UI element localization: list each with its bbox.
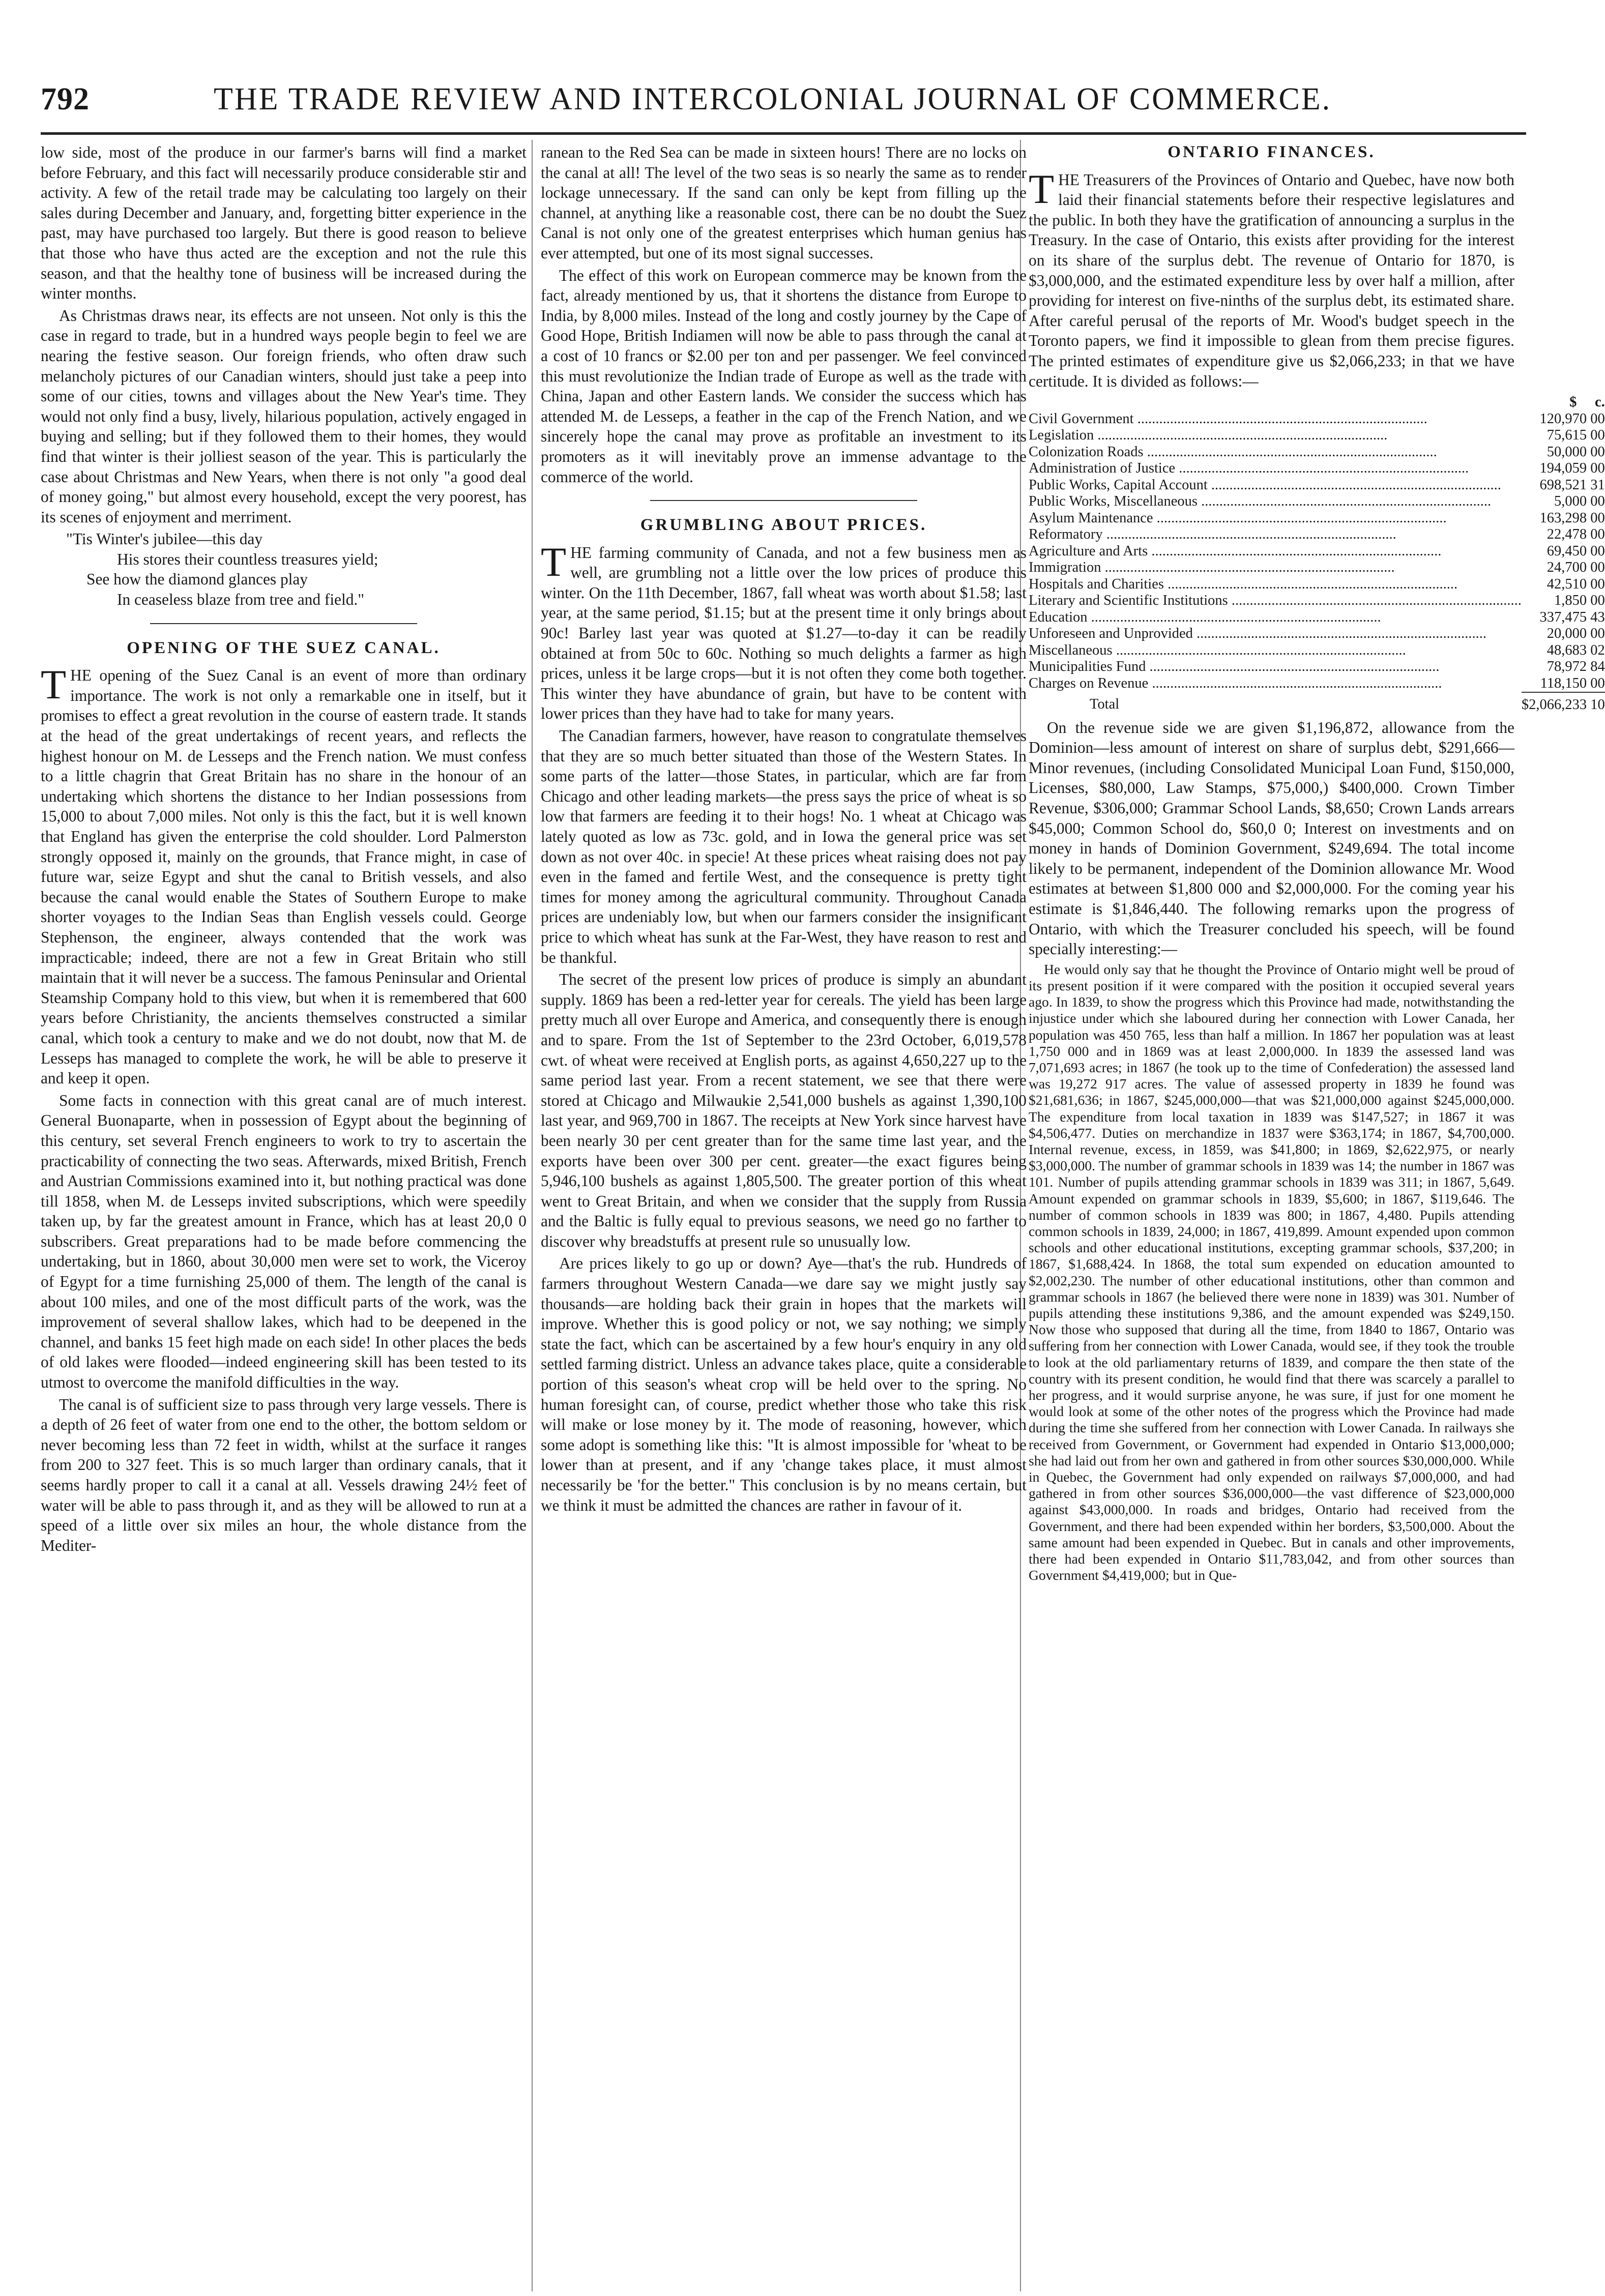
article-paragraph: As Christmas draws near, its effects are not unseen. Not only is this the case in regard to trade, but in a hundred ways people begin to feel we are nearing the festive season. Our foreign friends, who often draw such melancholy pictures of our Canadian winters, should just take a peep into some of our cities, towns and villages about the New Year's time. They would not only find a busy, lively, hilarious population, actively engaged in buying and selling; but if they followed them to their homes, they would find that winter is their jolliest season of the year. This is particularly the case about Christmas and New Years, when there is not only "a good deal of money going," but almost every household, except the very poorest, has its scenes of enjoyment and merriment.: [41, 306, 527, 526]
table-row: [1029, 642, 1605, 659]
table-row: [1029, 675, 1605, 693]
expenditure-amount: 20,000 00: [1546, 626, 1605, 642]
expenditure-item: Public Works, Capital Account ................................................................................: [1029, 477, 1501, 493]
article-heading-ontario: ONTARIO FINANCES.: [1168, 143, 1376, 161]
table-row: [1029, 659, 1605, 675]
article-paragraph: Some facts in connection with this great canal are of much interest. General Buonaparte, when in possession of Egypt about the beginning of this century, set several French engineers to work to try to ascertain the practicability of connecting the two seas. Afterwards, mixed British, French and Austrian Commissions examined into it, but nothing practical was done till 1858, when M. de Lesseps invited subscriptions, which were speedily taken up, by far the greatest amount in France, which has at least 20,0 0 subscribers. Great preparations had to be made before commencing the undertaking, but in 1860, about 30,000 men were set to work, the Viceroy of Egypt for a time furnishing 25,000 of them. The length of the canal is about 100 miles, and one of the most difficult parts of the work, was the improvement of several shallow lakes, which had to be deepened in the channel, and banks 15 feet high made on each side! In other places the beds of old lakes were flooded—indeed engineering skill has been tested to its utmost to overcome the manifold difficulties in the way.: [41, 1091, 527, 1392]
expenditure-amount: 5,000 00: [1554, 493, 1605, 510]
article-heading-grumbling: GRUMBLING ABOUT PRICES.: [640, 516, 927, 535]
section-rule: [650, 500, 917, 501]
expenditure-item: Administration of Justice ................................................................................: [1029, 460, 1469, 477]
article-paragraph: The secret of the present low prices of produce is simply an abundant supply. 1869 has been a red-letter year for cereals. The yield has been large pretty much all over Europe and America, and consequently there is enough and to spare. From the 1st of September to the 23rd October, 6,019,578 cwt. of wheat were received at English ports, as against 4,650,227 up to the same period last year. From a recent statement, we see that there were stored at Chicago and Milwaukie 2,541,000 bushels as against 1,390,100 last year, and 969,700 in 1867. The receipts at New York since harvest have been nearly 30 per cent greater than for the same time last year, and the exports have been over 300 per cent. greater—the exact figures being 5,946,100 bushels as against 1,805,500. The greater portion of this wheat went to Great Britain, and when we consider that the supply from Russia and the Baltic is fully equal to previous seasons, we need go no farther to discover why breadstuffs at present rule so unusually low.: [541, 970, 1027, 1250]
expenditure-item: Municipalities Fund ................................................................................: [1029, 659, 1440, 675]
column-1: [41, 142, 527, 1557]
table-row: [1029, 444, 1605, 461]
expenditure-amount: 1,850 00: [1554, 593, 1605, 609]
expenditure-amount: 120,970 00: [1539, 410, 1605, 427]
expenditure-amount: 48,683 02: [1546, 642, 1605, 658]
poem-line: "Tis Winter's jubilee—this day: [66, 530, 263, 548]
total-label: Total: [1090, 696, 1120, 713]
expenditure-item: Agriculture and Arts ................................................................................: [1029, 543, 1442, 559]
table-row: [1029, 510, 1605, 527]
expenditure-amount: 698,521 31: [1539, 477, 1605, 493]
units-dollars: $: [1569, 394, 1577, 410]
expenditure-amount: 75,615 00: [1546, 427, 1605, 444]
expenditure-item: Unforeseen and Unprovided ................................................................................: [1029, 626, 1487, 642]
expenditure-item: Public Works, Miscellaneous ................................................................................: [1029, 493, 1492, 510]
expenditure-item: Education ................................................................................: [1029, 609, 1381, 625]
article-text: HE Treasurers of the Provinces of Ontario and Quebec, have now both laid their financial statements before their respective legislatures and the public. In both they have the gratification of announcing a surplus in the Treasury. In the case of Ontario, this exists after providing for the interest on its share of the surplus debt. The revenue of Ontario for 1870, is $3,000,000, and the estimated expenditure less by over half a million, after providing for interest on five-ninths of the surplus debt, its estimated share. After careful perusal of the reports of Mr. Wood's budget speech in the Toronto papers, we find it impossible to glean from them precise figures. The printed estimates of expenditure give us $2,066,233; in that we have certitude. It is divided as follows:—: [1029, 170, 1514, 390]
drop-cap: T: [1029, 165, 1055, 212]
poem-line: See how the diamond glances play: [86, 570, 308, 588]
expenditure-amount: 163,298 00: [1539, 510, 1605, 526]
poem-line: His stores their countless treasures yield;: [117, 550, 378, 568]
units-cents: c.: [1595, 394, 1605, 410]
expenditure-item: Hospitals and Charities ................................................................................: [1029, 576, 1458, 592]
table-row: [1029, 526, 1605, 543]
article-text: HE farming community of Canada, and not a few business men as well, are grumbling not a little over the low prices of produce this winter. On the 11th December, 1867, fall wheat was worth about $1.58; last year, at the same period, $1.15; but at the present time it only brings about 90c! Barley last year was quoted at $1.27—to-day it can be readily obtained at from 50c to 60c. Nothing so much delights a farmer as high prices, unless it be large crops—but it is not often they come both together. This winter they have abundance of grain, but have to be content with lower prices than they have had to take for many years.: [541, 543, 1027, 723]
speech-quote: [1029, 961, 1514, 1584]
column-2: [541, 142, 1027, 1517]
table-total-row: [1029, 692, 1605, 714]
article-paragraph: The canal is of sufficient size to pass through very large vessels. There is a depth of 26 feet of water from one end to the other, the bottom seldom or never becoming less than 72 feet in width, whilst at the surface it ranges from 200 to 327 feet. This is so much larger than ordinary canals, that it seems hardly proper to call it a canal at all. Vessels drawing 24½ feet of water will be able to pass through it, and as they will be allowed to run at a speed of a little over six miles an hour, the whole distance from the Mediter-: [41, 1395, 527, 1554]
expenditure-amount: 118,150 00: [1540, 675, 1605, 691]
expenditure-amount: 24,700 00: [1546, 560, 1605, 576]
expenditure-amount: 337,475 43: [1539, 609, 1605, 625]
poem-quote: [41, 529, 527, 609]
column-separator: [532, 140, 533, 2291]
drop-cap: T: [41, 661, 67, 708]
expenditure-item: Reformatory ................................................................................: [1029, 526, 1396, 543]
expenditure-item: Asylum Maintenance ................................................................................: [1029, 510, 1447, 526]
section-rule: [150, 623, 417, 624]
table-units-row: [1029, 394, 1605, 411]
article-heading-suez: OPENING OF THE SUEZ CANAL.: [127, 638, 441, 657]
total-amount: $2,066,233 10: [1522, 692, 1605, 714]
expenditure-amount: 194,059 00: [1539, 460, 1605, 477]
column-3: [1029, 142, 1605, 1583]
article-paragraph: ranean to the Red Sea can be made in sixteen hours! There are no locks on the canal at all! The level of the two seas is so nearly the same as to render lockage unnecessary. If the sand can only be kept from filling up the channel, at anything like a reasonable cost, there can be no doubt the Suez Canal is not only one of the greatest enterprises which human genius has ever attempted, but one of its most signal successes.: [541, 143, 1027, 262]
table-row: [1029, 576, 1605, 593]
table-row: [1029, 626, 1605, 642]
article-paragraph: low side, most of the produce in our farmer's barns will find a market before February, and this fact will necessarily produce considerable stir and activity. A few of the retail trade may be calculating too largely on their sales during December and January, and, forgetting bitter experience in the past, may have purchased too largely. But there is good reason to believe that those who have thus acted are the exception and not the rule this season, and that the healthy tone of business will be increased during the winter months.: [41, 143, 527, 303]
expenditure-item: Immigration ................................................................................: [1029, 560, 1395, 576]
article-paragraph: Are prices likely to go up or down? Aye—that's the rub. Hundreds of farmers throughout Western Canada—we dare say we might justly say thousands—are holding back their grain in hopes that the markets will improve. Whether this is good policy or not, we say nothing; we simply state the fact, which can be ascertained by a few hour's enquiry in any old settled farming district. Unless an advance takes place, quite a considerable portion of this season's wheat crop will be held over to the spring. No human foresight can, of course, predict whether those who take this risk will make or lose money by it. The mode of reasoning, however, which some adopt is something like this: "It is almost impossible for 'wheat to be lower than at present, and if any 'change takes place, it must almost necessarily be 'for the better." This conclusion is by no means certain, but we think it must be admitted the chances are rather in favour of it.: [541, 1254, 1027, 1514]
article-paragraph: [41, 661, 527, 1088]
expenditure-item: Charges on Revenue ................................................................................: [1029, 675, 1442, 691]
table-row: [1029, 543, 1605, 560]
expenditure-amount: 22,478 00: [1546, 526, 1605, 543]
quote-paragraph: He would only say that he thought the Province of Ontario might well be proud of its present position if it were compared with the position it occupied several years ago. In 1839, to show the progress which this Province had made, notwithstanding the injustice under which she laboured during her connection with Lower Canada, her population was 450 765, less than half a million. In 1867 her population was at least 1,750 000 and in 1869 was at least 2,000,000. In 1839 the assessed land was 7,071,693 acres; in 1867 (he took up to the time of Confederation) the assessed land was 19,272 917 acres. The value of assessed property in 1839 he found was $21,681,636; in 1867, $245,000,000—that was $21,000,000 against $245,000,000. The expenditure from local taxation in 1839 was $147,527; in 1867 it was $4,506,477. Duties on merchandize in 1837 were $363,174; in 1867, $4,700,000. Internal revenue, excess, in 1859, was $41,800; in 1869, $2,622,975, or nearly $3,000,000. The number of grammar schools in 1839 was 14; the number in 1867 was 101. Number of pupils attending grammar schools in 1839 was 311; in 1867, 5,649. Amount expended on grammar schools in 1839, $5,600; in 1867, $119,646. The number of common schools in 1839 was 800; in 1867, 4,480. Pupils attending common schools in 1839, 24,000; in 1867, 419,899. Amount expended upon common schools and other educational institutions, excepting grammar schools, $37,200; in 1867, $1,688,424. In 1868, the total sum expended on education amounted to $2,002,230. The number of other educational institutions, other than common and grammar schools in 1867 (he believed there were none in 1839) was 301. Number of pupils attending these institutions 9,386, and the amount expended was $249,150. Now those who supposed that during all the time, from 1840 to 1867, Ontario was suffering from her connection with Lower Canada, would see, if they took the trouble to look at the old parliamentary returns of 1839, and compare the then state of the country with its present condition, he would find that there was scarcely a parallel to her progress, and it would surprise anyone, he was sure, if just for one moment he would look at some of the other notes of the progress which the Province had made during the time she suffered from her connection with Lower Canada. In railways she received from Government, or Government had expended in Ontario $13,000,000; she had laid out from her own and gathered in from other sources $30,000,000. While in Quebec, the Government had only expended on railways $7,000,000, and had gathered in from other sources $36,000,000—the vast difference of $23,000,000 against $43,000,000. In roads and bridges, Ontario had received from the Government, and there had been expended within her borders, $3,500,000. About the same amount had been expended in Quebec. But in canals and other improvements, there had been expended in Ontario $11,783,042, and from other sources than Government $4,419,000; but in Que-: [1029, 961, 1514, 1583]
poem-line: In ceaseless blaze from tree and field.": [117, 591, 365, 609]
expenditure-amount: 50,000 00: [1546, 444, 1605, 460]
expenditure-amount: 78,972 84: [1546, 659, 1605, 675]
table-row: [1029, 411, 1605, 428]
table-row: [1029, 609, 1605, 626]
expenditure-item: Miscellaneous ................................................................................: [1029, 642, 1406, 658]
article-paragraph: The Canadian farmers, however, have reason to congratulate themselves that they are so much better situated than those of the Western States. In some parts of the latter—those States, in particular, which are far from Chicago and other leading markets—the press says the price of wheat is so low that farmers are feeding it to their hogs! No. 1 wheat at Chicago was lately quoted as low as 73c. gold, and in Iowa the general price was set down as not over 40c. in specie! At these prices wheat raising does not pay even in the famed and fertile West, and the consequence is pretty tight times for money among the agricultural community. Throughout Canada prices are undeniably low, but when our farmers consider the insignificant price to which wheat has sunk at the Far-West, they have reason to rest and be thankful.: [541, 727, 1027, 966]
page-header: [41, 76, 1526, 132]
table-row: [1029, 593, 1605, 609]
table-row: [1029, 460, 1605, 477]
article-paragraph: [541, 538, 1027, 724]
table-row: [1029, 493, 1605, 510]
expenditure-item: Civil Government ................................................................................: [1029, 410, 1427, 427]
expenditure-item: Colonization Roads ................................................................................: [1029, 444, 1437, 460]
article-paragraph: On the revenue side we are given $1,196,872, allowance from the Dominion—less amount of interest on share of surplus debt, $291,666—Minor revenues, (including Consolidated Municipal Loan Fund, $150,000, Licenses, $80,000, Law Stamps, $75,000,) $400,000. Crown Timber Revenue, $306,000; Grammar School Lands, $8,650; Crown Lands arrears $45,000; Common School do, $60,0 0; Interest on investments and on money in hands of Dominion Government, $249,694. The total income likely to be permanent, independent of the Dominion allowance Mr. Wood estimates at between $1,800 000 and $2,000,000. For the coming year his estimate is $1,846,440. The following remarks upon the progress of Ontario, with which the Treasurer concluded his speech, will be found specially interesting:—: [1029, 718, 1514, 958]
page-number: 792: [41, 82, 90, 116]
table-row: [1029, 477, 1605, 494]
expenditure-amount: 69,450 00: [1546, 543, 1605, 559]
table-row: [1029, 427, 1605, 444]
expenditure-table: [1029, 394, 1605, 714]
expenditure-amount: 42,510 00: [1546, 576, 1605, 592]
journal-title: THE TRADE REVIEW AND INTERCOLONIAL JOURNAL OF COMMERCE.: [214, 82, 1332, 116]
expenditure-item: Legislation ................................................................................: [1029, 427, 1388, 444]
article-paragraph: [1029, 165, 1514, 392]
expenditure-item: Literary and Scientific Institutions ................................................................................: [1029, 593, 1522, 609]
table-row: [1029, 560, 1605, 576]
header-rule: [41, 132, 1526, 135]
article-text: HE opening of the Suez Canal is an event of more than ordinary importance. The work is not only a remarkable one in itself, but it promises to effect a great revolution in the course of eastern trade. It stands at the head of the great undertakings of recent years, and reflects the highest honour on M. de Lesseps and the French nation. We must confess to a little chagrin that Great Britain has no share in the honour of an undertaking which shortens the distance to her Indian possessions from 15,000 to about 7,000 miles. Not only is this the fact, but it is well known that England has given the enterprise the cold shoulder. Lord Palmerston strongly opposed it, mainly on the grounds, that France might, in case of future war, seize Egypt and shut the canal to British vessels, and also because the canal would enable the States of Southern Europe to make shorter voyages to the Indian Seas than English vessels could. George Stephenson, the engineer, always contended that the work was impracticable; indeed, there are not a few in Great Britain who still maintain that it will never be a success. The famous Peninsular and Oriental Steamship Company hold to this view, but when it is remembered that 600 years before Christianity, the ancients themselves constructed a similar canal, which took a century to make and we do not doubt, now that M. de Lesseps has managed to complete the work, he will be able to preserve it and keep it open.: [41, 666, 527, 1087]
drop-cap: T: [541, 538, 567, 585]
article-paragraph: The effect of this work on European commerce may be known from the fact, already mentioned by us, that it shortens the distance from Europe to India, by 8,000 miles. Instead of the long and costly journey by the Cape of Good Hope, British Indiamen will now be able to pass through the canal at a cost of 10 francs or $2.00 per ton and per passenger. We feel convinced this must revolutionize the Indian trade of Europe as well as the trade with China, Japan and other Eastern lands. We consider the success which has attended M. de Lesseps, a feather in the cap of the French Nation, and we sincerely hope the canal may prove as profitable an investment to its promoters as it will inevitably prove an immense advantage to the commerce of the world.: [541, 266, 1027, 486]
